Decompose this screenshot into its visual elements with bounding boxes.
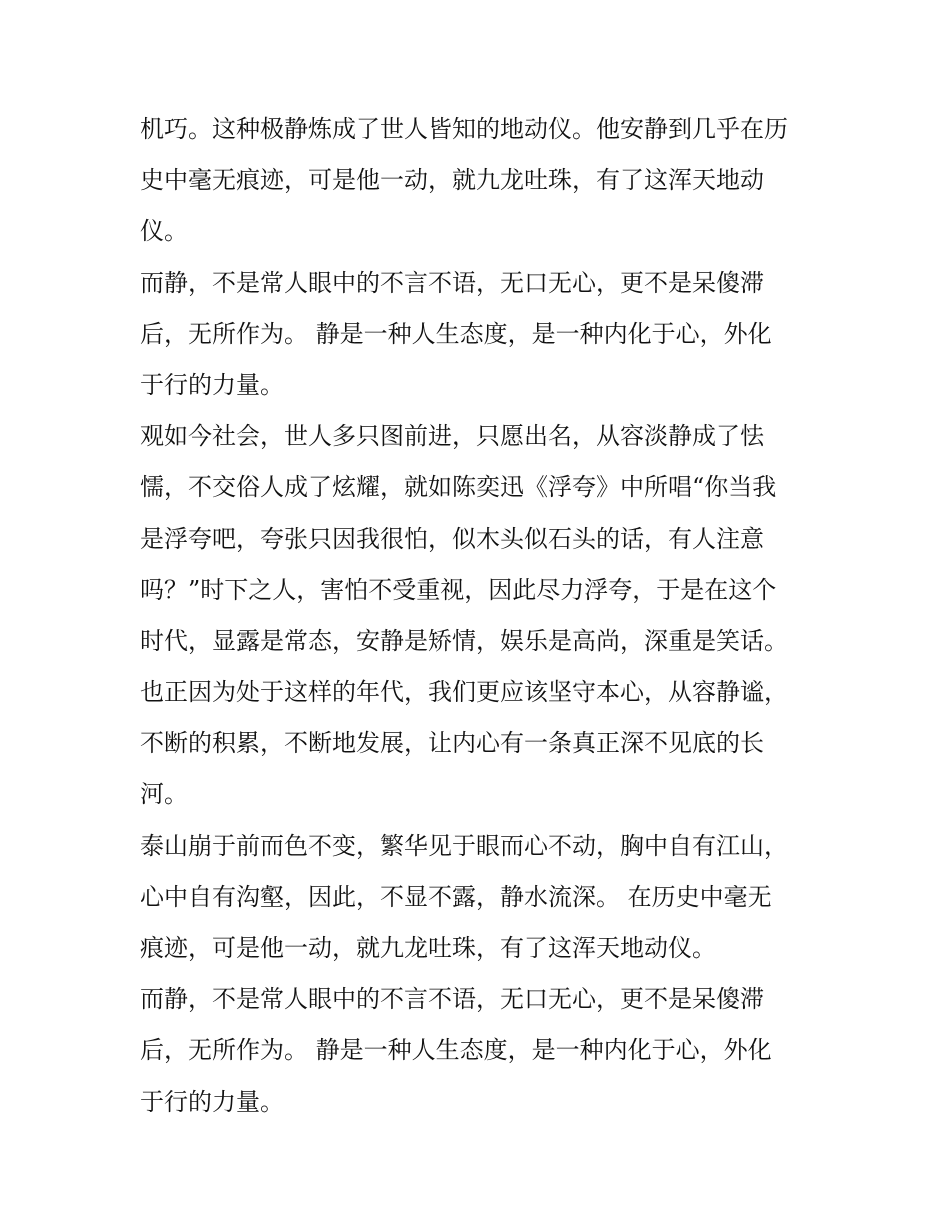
text-line-4: 而静，不是常人眼中的不言不语，无口无心，更不是呆傻滞 xyxy=(140,268,764,297)
text-line-18: 而静，不是常人眼中的不言不语，无口无心，更不是呆傻滞 xyxy=(140,985,764,1014)
text-line-3: 仪。 xyxy=(140,217,188,246)
text-line-12: 也正因为处于这样的年代，我们更应该坚守本心，从容静谧， xyxy=(140,678,788,707)
text-line-1: 机巧。这种极静炼成了世人皆知的地动仪。他安静到几乎在历 xyxy=(140,115,788,143)
text-line-10: 吗？”时下之人，害怕不受重视，因此尽力浮夸，于是在这个 xyxy=(140,575,777,604)
text-line-17: 痕迹，可是他一动，就九龙吐珠，有了这浑天地动仪。 xyxy=(140,934,716,962)
text-line-14: 河。 xyxy=(140,780,188,809)
text-line-2: 史中毫无痕迹，可是他一动，就九龙吐珠，有了这浑天地动 xyxy=(140,166,764,195)
text-line-5: 后，无所作为。 静是一种人生态度，是一种内化于心，外化 xyxy=(140,319,772,348)
document-body xyxy=(140,104,830,1128)
text-line-9: 是浮夸吧，夸张只因我很怕，似木头似石头的话，有人注意 xyxy=(140,524,764,553)
text-line-20: 于行的力量。 xyxy=(140,1087,284,1116)
text-line-7: 观如今社会，世人多只图前进，只愿出名，从容淡静成了怯 xyxy=(140,422,764,451)
text-line-8: 懦，不交俗人成了炫耀，就如陈奕迅《浮夸》中所唱“你当我 xyxy=(140,473,777,502)
text-line-11: 时代，显露是常态，安静是矫情，娱乐是高尚，深重是笑话。 xyxy=(140,626,788,655)
text-line-16: 心中自有沟壑，因此，不显不露，静水流深。 在历史中毫无 xyxy=(140,882,772,911)
text-line-19: 后，无所作为。 静是一种人生态度，是一种内化于心，外化 xyxy=(140,1036,772,1065)
text-line-6: 于行的力量。 xyxy=(140,370,284,399)
text-line-15: 泰山崩于前而色不变，繁华见于眼而心不动，胸中自有江山， xyxy=(140,831,788,860)
text-line-13: 不断的积累，不断地发展，让内心有一条真正深不见底的长 xyxy=(140,729,764,758)
